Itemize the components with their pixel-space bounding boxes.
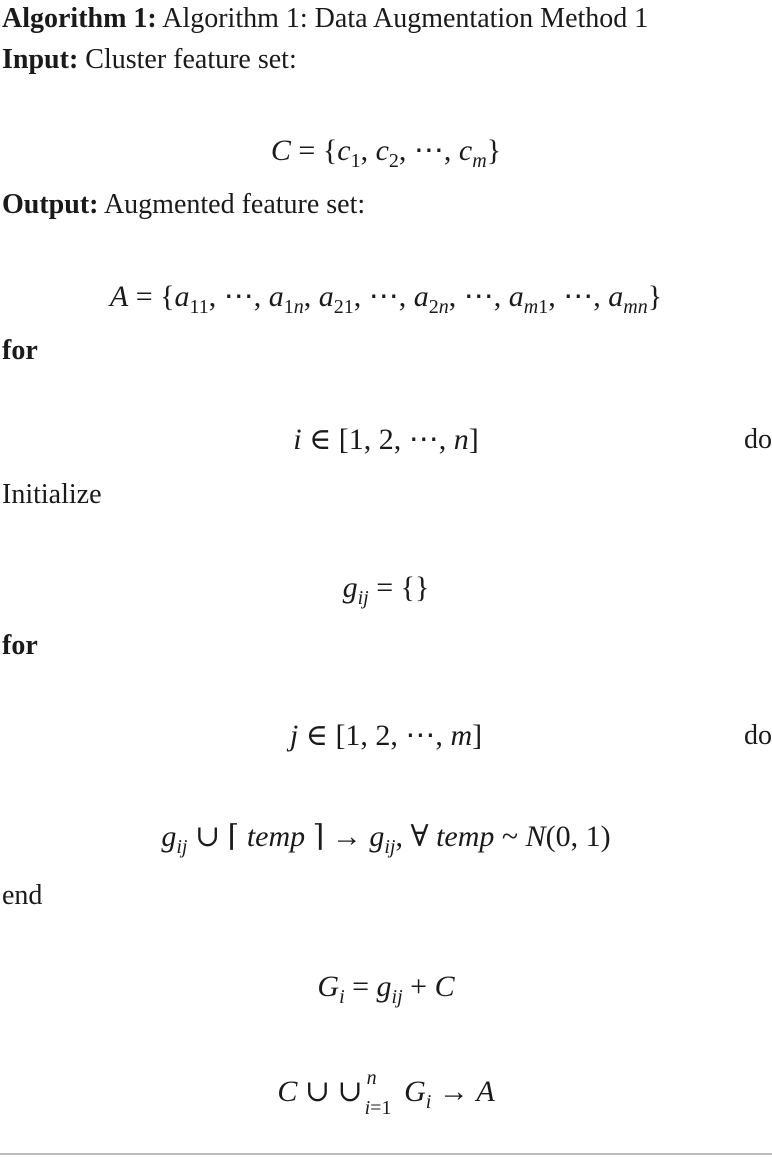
end-keyword: end [2, 880, 43, 911]
algorithm-header [2, 2, 648, 36]
outer-loop-formula: i ∈ [1, 2, ⋯, n] [293, 423, 479, 456]
for-keyword-inner: for [2, 630, 38, 661]
output-label: Output: [2, 189, 99, 220]
init-formula: $g_{ij}$ = {} [342, 571, 430, 609]
input-line [2, 43, 297, 77]
inner-loop-formula: j ∈ [1, 2, ⋯, m] [289, 719, 483, 752]
algorithm-title: Algorithm 1: Data Augmentation Method 1 [162, 3, 649, 34]
initialize-keyword: Initialize [2, 479, 102, 510]
input-label: Input: [2, 44, 79, 75]
cluster-set-formula: $C = \{c_1$, $c_2$, ⋯, $c_m$} [270, 134, 502, 172]
group-formula: $G_i = g_{ij} + C$ [317, 970, 455, 1008]
bottom-rule [0, 1153, 772, 1155]
union-formula: C ∪ ∪ n i=1 $G_i \to A$ [277, 1067, 495, 1119]
output-text: Augmented feature set: [103, 189, 366, 220]
do-keyword-outer: do [744, 424, 772, 455]
input-text: Cluster feature set: [85, 44, 297, 75]
algorithm-label: Algorithm 1: [2, 3, 157, 34]
augmented-set-formula: $A = \{a_{11}$, ⋯, $a_{1n}$, $a_{21}$, ⋯, $a_{2n}$, ⋯, $a_{m1}$, ⋯, $a_{mn}$} [109, 280, 663, 318]
output-line [2, 188, 365, 222]
update-formula: $g_{ij}$ ∪ ⌈ temp ⌉ → $g_{ij}$, ∀ temp ~ N(0, 1) [161, 820, 611, 858]
for-keyword-outer: for [2, 335, 38, 366]
do-keyword-inner: do [744, 720, 772, 751]
